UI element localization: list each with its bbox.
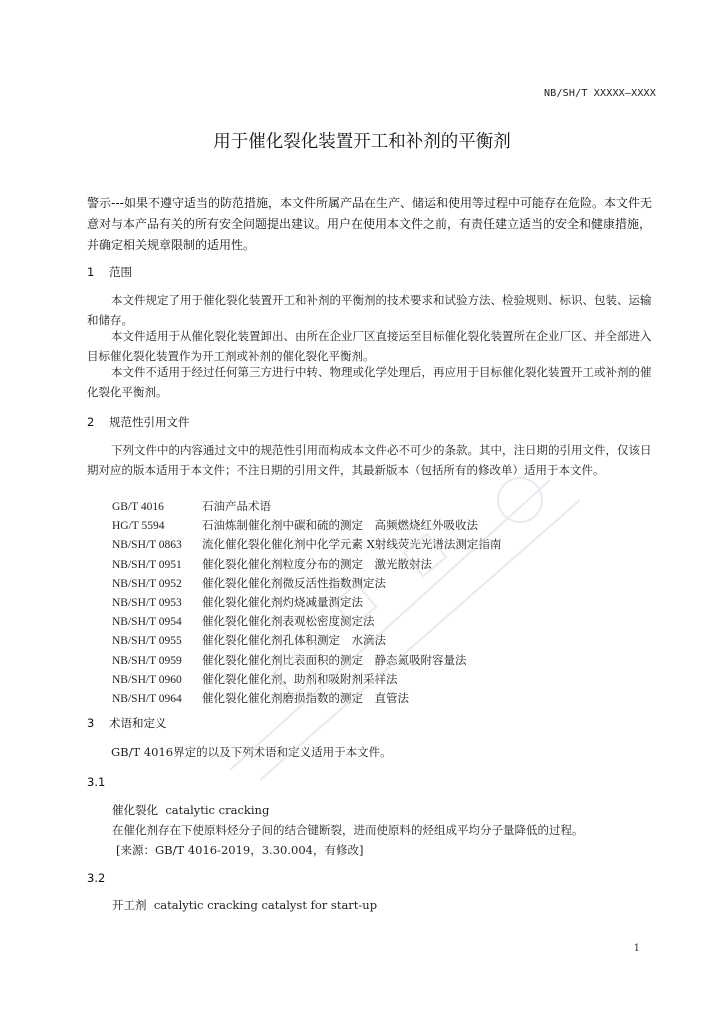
reference-list [112,498,501,709]
reference-name: 催化裂化催化剂灼烧减量测定法 [202,594,363,609]
reference-item [112,575,501,594]
section-heading-normative [87,414,190,430]
reference-item [112,671,501,690]
scope-paragraph-2: 本文件适用于从催化裂化装置卸出、由所在企业厂区直接运至目标催化裂化装置所在企业厂区、并全部进入目标催化裂化装置作为开工剂或补剂的催化裂化平衡剂。 [87,329,652,363]
term-definition: 在催化剂存在下使原料烃分子间的结合键断裂，进而使原料的烃组成平均分子量降低的过程。 [112,823,584,837]
term-entry-3-2 [112,897,377,913]
reference-item [112,613,501,632]
reference-code: NB/SH/T 0954 [112,616,182,629]
reference-item [112,632,501,651]
term-name-cn: 催化裂化 [112,803,158,817]
reference-item [112,652,501,671]
term-source: [来源：GB/T 4016-2019，3.30.004，有修改] [116,843,364,857]
reference-name: 催化裂化催化剂磨损指数的测定 直管法 [202,690,409,705]
section-number: 2 [87,415,95,429]
section-title: 术语和定义 [109,716,167,730]
reference-item [112,556,501,575]
reference-code: NB/SH/T 0952 [112,577,182,590]
reference-code: NB/SH/T 0960 [112,673,182,686]
reference-name: 催化裂化催化剂微反活性指数测定法 [202,575,386,590]
reference-code: HG/T 5594 [112,520,165,533]
normative-intro: 下列文件中的内容通过文中的规范性引用而构成本文件必不可少的条款。其中，注日期的引用文件，仅该日期对应的版本适用于本文件；不注日期的引用文件，其最新版本（包括所有的修改单）适用于本文件。 [87,443,652,477]
section-heading-scope [87,264,132,280]
standard-code: NB/SH/T XXXXX—XXXX [544,88,656,99]
reference-name: 催化裂化催化剂、助剂和吸附剂采样法 [202,671,398,686]
terms-intro: GB/T 4016界定的以及下列术语和定义适用于本文件。 [111,745,392,759]
section-title: 规范性引用文件 [109,415,190,429]
reference-name: 催化裂化催化剂比表面积的测定 静态氮吸附容量法 [202,652,467,667]
reference-code: NB/SH/T 0951 [112,558,182,571]
reference-name: 石油产品术语 [202,499,271,513]
reference-item [112,594,501,613]
reference-name: 流化催化裂化催化剂中化学元素 X射线荧光光谱法测定指南 [202,537,502,552]
reference-name: 催化裂化催化剂粒度分布的测定 激光散射法 [202,556,432,571]
reference-code: NB/SH/T 0964 [112,692,182,705]
reference-name: 催化裂化催化剂孔体积测定 水滴法 [202,633,386,648]
reference-code: NB/SH/T 0959 [112,654,182,667]
scope-paragraph-1: 本文件规定了用于催化裂化装置开工和补剂的平衡剂的技术要求和试验方法、检验规则、标识、包装、运输和储存。 [87,293,652,327]
scope-paragraph-3: 本文件不适用于经过任何第三方进行中转、物理或化学处理后，再应用于目标催化裂化装置开工或补剂的催化裂化平衡剂。 [87,365,652,399]
page-number: 1 [633,943,640,954]
reference-item [112,536,501,555]
reference-item [112,517,501,536]
warning-text: 警示---如果不遵守适当的防范措施，本文件所属产品在生产、储运和使用等过程中可能存在危险。本文件无意对与本产品有关的所有安全问题提出建议。用户在使用本文件之前，有责任建立适当的安全和健康措施，并确定相关规章限制的适用性。 [87,196,652,252]
reference-code: GB/T 4016 [112,501,164,513]
section-heading-terms [87,715,167,731]
reference-item [112,690,501,709]
reference-name: 石油炼制催化剂中碳和硫的测定 高频燃烧红外吸收法 [202,518,478,533]
term-entry-3-1 [112,802,269,818]
reference-code: NB/SH/T 0953 [112,596,182,609]
clause-number-3-1: 3.1 [87,775,106,789]
reference-code: NB/SH/T 0955 [112,635,182,648]
reference-code: NB/SH/T 0863 [112,539,182,552]
term-name-en: catalytic cracking [165,803,270,817]
clause-number-3-2: 3.2 [87,871,106,885]
document-title: 用于催化裂化装置开工和补剂的平衡剂 [213,132,511,152]
section-number: 1 [87,265,95,279]
term-name-cn: 开工剂 [112,898,147,912]
section-number: 3 [87,716,95,730]
reference-item [112,498,501,517]
section-title: 范围 [109,265,132,279]
reference-name: 催化裂化催化剂表观松密度测定法 [202,614,375,629]
term-name-en: catalytic cracking catalyst for start-up [153,898,378,912]
